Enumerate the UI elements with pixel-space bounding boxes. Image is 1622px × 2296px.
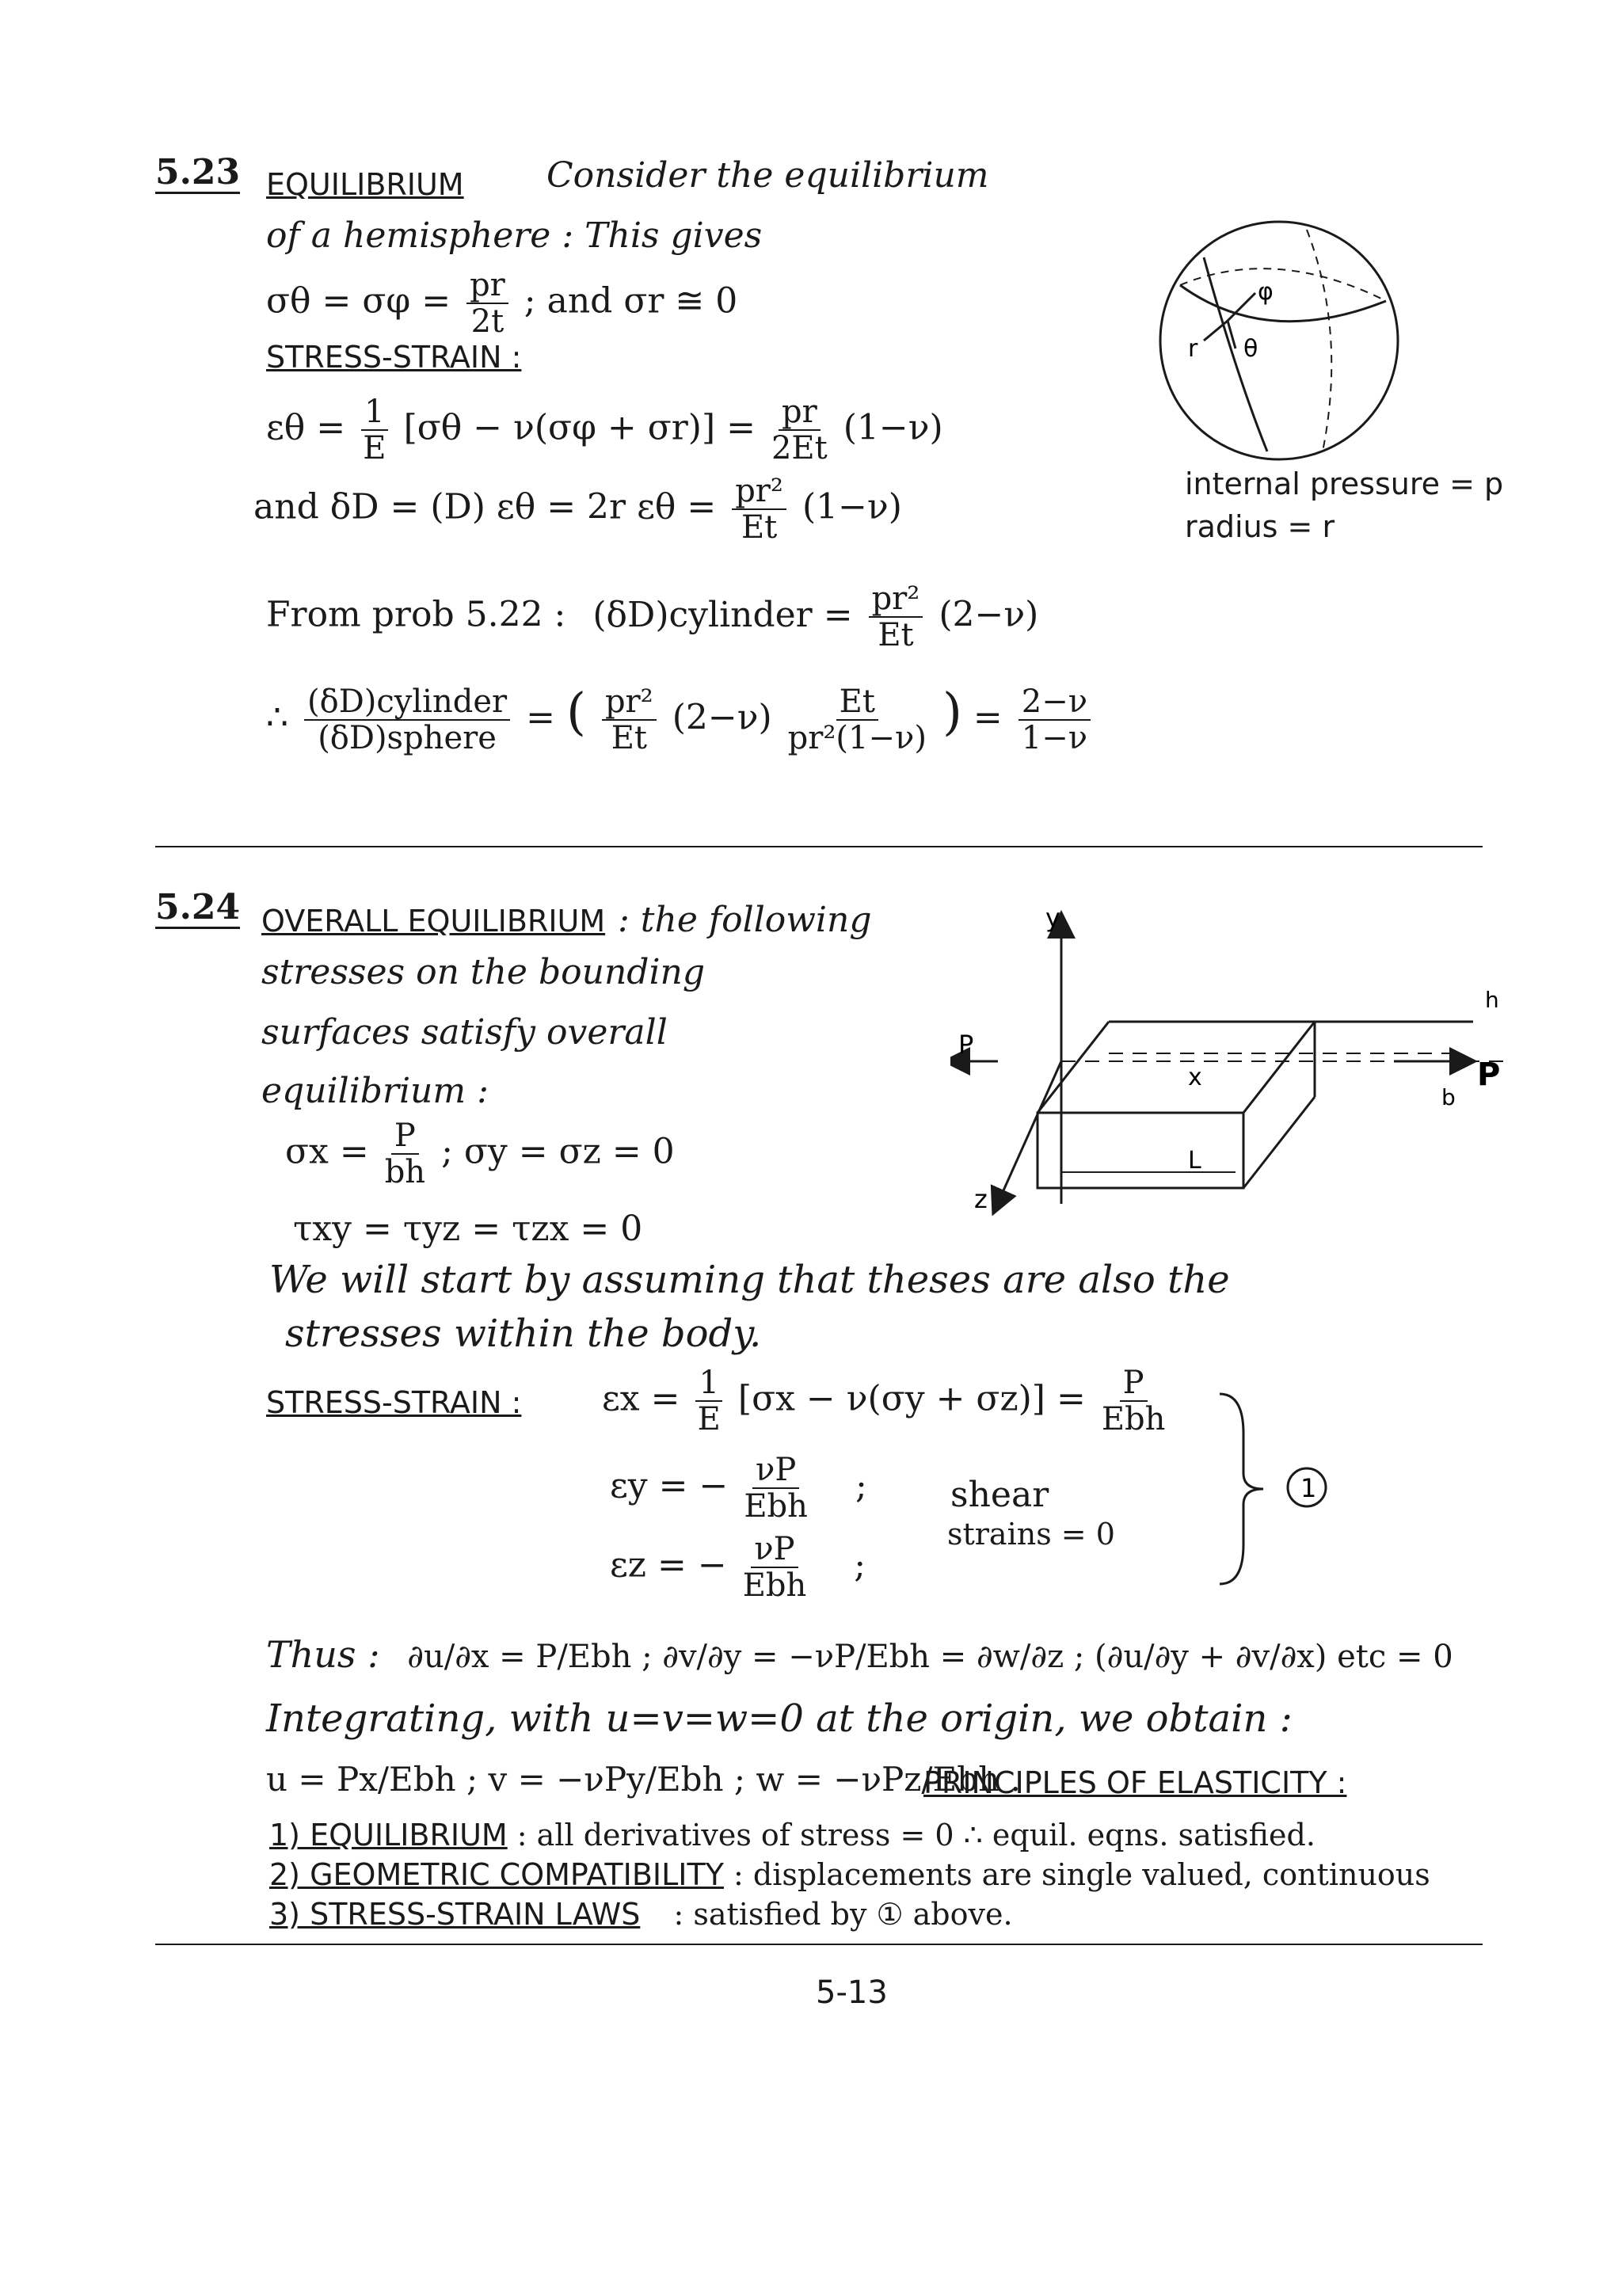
reference-text: From prob 5.22 : [266, 594, 566, 635]
brace-group [1212, 1386, 1338, 1592]
fraction [771, 396, 828, 464]
denominator: Et [741, 509, 778, 546]
principle-text: : satisfied by ① above. [673, 1897, 1013, 1932]
denominator: E [697, 1401, 721, 1437]
numerator: (δD)cylinder [304, 686, 510, 721]
numerator: pr [779, 396, 821, 431]
derivative-equations: ∂u/∂x = P/Ebh ; ∂v/∂y = −νP/Ebh = ∂w/∂z ; (∂u/∂y + ∂v/∂x) etc = 0 [407, 1639, 1453, 1675]
fraction [361, 396, 387, 464]
problem-number-5-23: 5.23 [155, 152, 241, 192]
eq-lhs: σx = [285, 1131, 369, 1172]
text-line: of a hemisphere : This gives [266, 215, 763, 256]
eq-tail: (1−ν) [843, 407, 943, 448]
numerator: P [1120, 1367, 1148, 1402]
overall-equilibrium-heading: OVERALL EQUILIBRIUM [261, 904, 606, 939]
equation-cylinder [266, 583, 1038, 651]
principles-heading: PRINCIPLES OF ELASTICITY : [923, 1765, 1347, 1800]
text-line: We will start by assuming that theses are also the [269, 1258, 1230, 1302]
thus-line [266, 1633, 1453, 1676]
fraction [385, 1120, 425, 1188]
numerator: P [391, 1120, 419, 1155]
equilibrium-heading: EQUILIBRIUM [266, 167, 464, 202]
eq-tail: ; [854, 1544, 866, 1586]
numerator: 1 [695, 1367, 722, 1402]
displacement-line: u = Px/Ebh ; v = −νPy/Ebh ; w = −νPz/Ebh . [266, 1760, 1021, 1799]
numerator: pr² [602, 686, 657, 721]
eq-lhs: εθ = [266, 407, 346, 448]
eq-tail: (1−ν) [801, 486, 902, 527]
fraction [466, 267, 508, 340]
principle-item-1 [269, 1820, 1315, 1850]
eq-mid: [σθ − ν(σφ + σr)] = [403, 407, 756, 448]
equation-diameter-change [253, 473, 902, 546]
eq-tail: ; σy = σz = 0 [441, 1131, 675, 1172]
principle-text: : all derivatives of stress = 0 ∴ equil. eqns. satisfied. [516, 1818, 1315, 1852]
denominator: Et [611, 720, 647, 756]
fraction [1019, 683, 1091, 756]
eq-tail: ; [855, 1465, 867, 1506]
fraction [695, 1367, 722, 1435]
thickness-label-h: h [1485, 987, 1499, 1013]
right-brace [1220, 1394, 1263, 1584]
eq-tail: (2−ν) [939, 594, 1039, 635]
sphere-meridian-back [1307, 230, 1331, 451]
numerator: νP [751, 1533, 798, 1568]
eq-tail: ; and σr ≅ 0 [524, 280, 738, 322]
denominator: Ebh [744, 1488, 808, 1525]
principle-text: : displacements are single valued, continuous [733, 1857, 1430, 1892]
note-internal-pressure: internal pressure = p [1185, 466, 1504, 501]
denominator: Et [878, 617, 914, 653]
fraction [732, 473, 786, 546]
sphere-diagram [1148, 214, 1418, 475]
denominator: Ebh [1101, 1401, 1166, 1437]
thus-label: Thus : [266, 1633, 380, 1676]
numerator: 2−ν [1019, 686, 1091, 721]
denominator: (δD)sphere [318, 720, 497, 756]
denominator: 1−ν [1021, 720, 1088, 756]
width-label-b: b [1441, 1084, 1456, 1110]
principle-item-3 [269, 1897, 1013, 1932]
equation-shear-stress: τxy = τyz = τzx = 0 [293, 1209, 643, 1249]
load-label-right: P [1477, 1057, 1501, 1093]
denominator: pr²(1−ν) [787, 720, 927, 756]
plate-edge [1243, 1097, 1315, 1188]
shear-note: shear [950, 1475, 1049, 1515]
numerator: pr² [869, 583, 923, 618]
equation-ratio: ∴ $\frac{\text{(δD)cylinder}}{\text{(δD)sphere}}$ = ( $\frac{\text{pr²}}{Et}$ (2−ν) $\frac{Et}{\text{pr²(1−ν)}}$ ) = $\frac{2-\nu}{1-\nu}$ [266, 686, 1095, 754]
denominator: bh [384, 1154, 426, 1190]
numerator: pr² [732, 475, 786, 510]
eq-lhs: εy = − [610, 1465, 729, 1506]
eq-tail: (2−ν) [672, 697, 772, 738]
equation-strain-y [610, 1452, 867, 1525]
plate-front-face [1038, 1113, 1243, 1188]
numerator: pr [466, 269, 508, 304]
fraction [742, 1531, 807, 1604]
text-line: stresses on the bounding [261, 952, 706, 992]
equals-sign: = [526, 697, 555, 738]
label-phi: φ [1258, 278, 1274, 306]
fraction [1102, 1367, 1166, 1435]
fraction [869, 583, 923, 651]
plate-diagram [950, 903, 1521, 1220]
fraction [787, 683, 927, 756]
eq-mid: [σx − ν(σy + σz)] = [737, 1378, 1086, 1419]
numerator: νP [752, 1454, 799, 1489]
eq-lhs: εz = − [610, 1544, 727, 1586]
section-divider [155, 1944, 1483, 1945]
fraction [304, 683, 510, 756]
equation-marker-label: 1 [1300, 1473, 1317, 1503]
text-line: stresses within the body. [285, 1312, 762, 1356]
text-line: Consider the equilibrium [546, 155, 989, 196]
problem-number-5-24: 5.24 [155, 887, 241, 927]
equation-sigma-x [285, 1120, 675, 1188]
stress-strain-heading: STRESS-STRAIN : [266, 340, 522, 375]
eq-lhs: and δD = (D) εθ = 2r εθ = [253, 486, 717, 527]
section-divider [155, 846, 1483, 847]
note-radius: radius = r [1185, 509, 1335, 544]
denominator: 2t [470, 303, 504, 340]
axis-label-y: y [1045, 903, 1060, 933]
eq-lhs: (δD)cylinder = [592, 594, 853, 635]
plate-edge [1038, 1022, 1109, 1113]
denominator: Ebh [742, 1567, 807, 1604]
stress-strain-heading-2: STRESS-STRAIN : [266, 1385, 522, 1420]
equation-strain [266, 396, 943, 464]
principle-heading: 2) GEOMETRIC COMPATIBILITY [269, 1857, 724, 1892]
text-line: surfaces satisfy overall [261, 1012, 668, 1053]
label-r: r [1188, 335, 1198, 363]
equation-strain-x [602, 1367, 1170, 1435]
label-theta: θ [1243, 335, 1258, 363]
sphere-equator-front [1180, 285, 1386, 322]
equation-strain-z [610, 1531, 866, 1604]
numerator: 1 [361, 396, 387, 431]
principle-item-2 [269, 1857, 1430, 1892]
denominator: 2Et [771, 430, 828, 466]
text-line: : the following [618, 900, 872, 940]
fraction [602, 683, 657, 756]
eq-lhs: εx = [602, 1378, 680, 1419]
axis-label-x: x [1188, 1064, 1202, 1091]
integrating-line: Integrating, with u=v=w=0 at the origin, we obtain : [266, 1696, 1293, 1741]
principle-heading: 3) STRESS-STRAIN LAWS [269, 1897, 641, 1932]
principle-heading: 1) EQUILIBRIUM [269, 1818, 508, 1852]
page-number: 5-13 [816, 1974, 888, 2011]
numerator: Et [836, 686, 878, 721]
plate-edge [1243, 1022, 1315, 1113]
text-line: equilibrium : [261, 1071, 489, 1111]
shear-note: strains = 0 [947, 1517, 1115, 1552]
load-label-left: P [958, 1030, 974, 1060]
length-label: L [1188, 1147, 1201, 1175]
denominator: E [363, 430, 386, 466]
therefore-symbol: ∴ [266, 697, 288, 738]
axis-label-z: z [974, 1184, 988, 1214]
eq-lhs: σθ = σφ = [266, 280, 451, 322]
equation-hoop-stress [266, 267, 738, 340]
fraction [744, 1452, 808, 1525]
